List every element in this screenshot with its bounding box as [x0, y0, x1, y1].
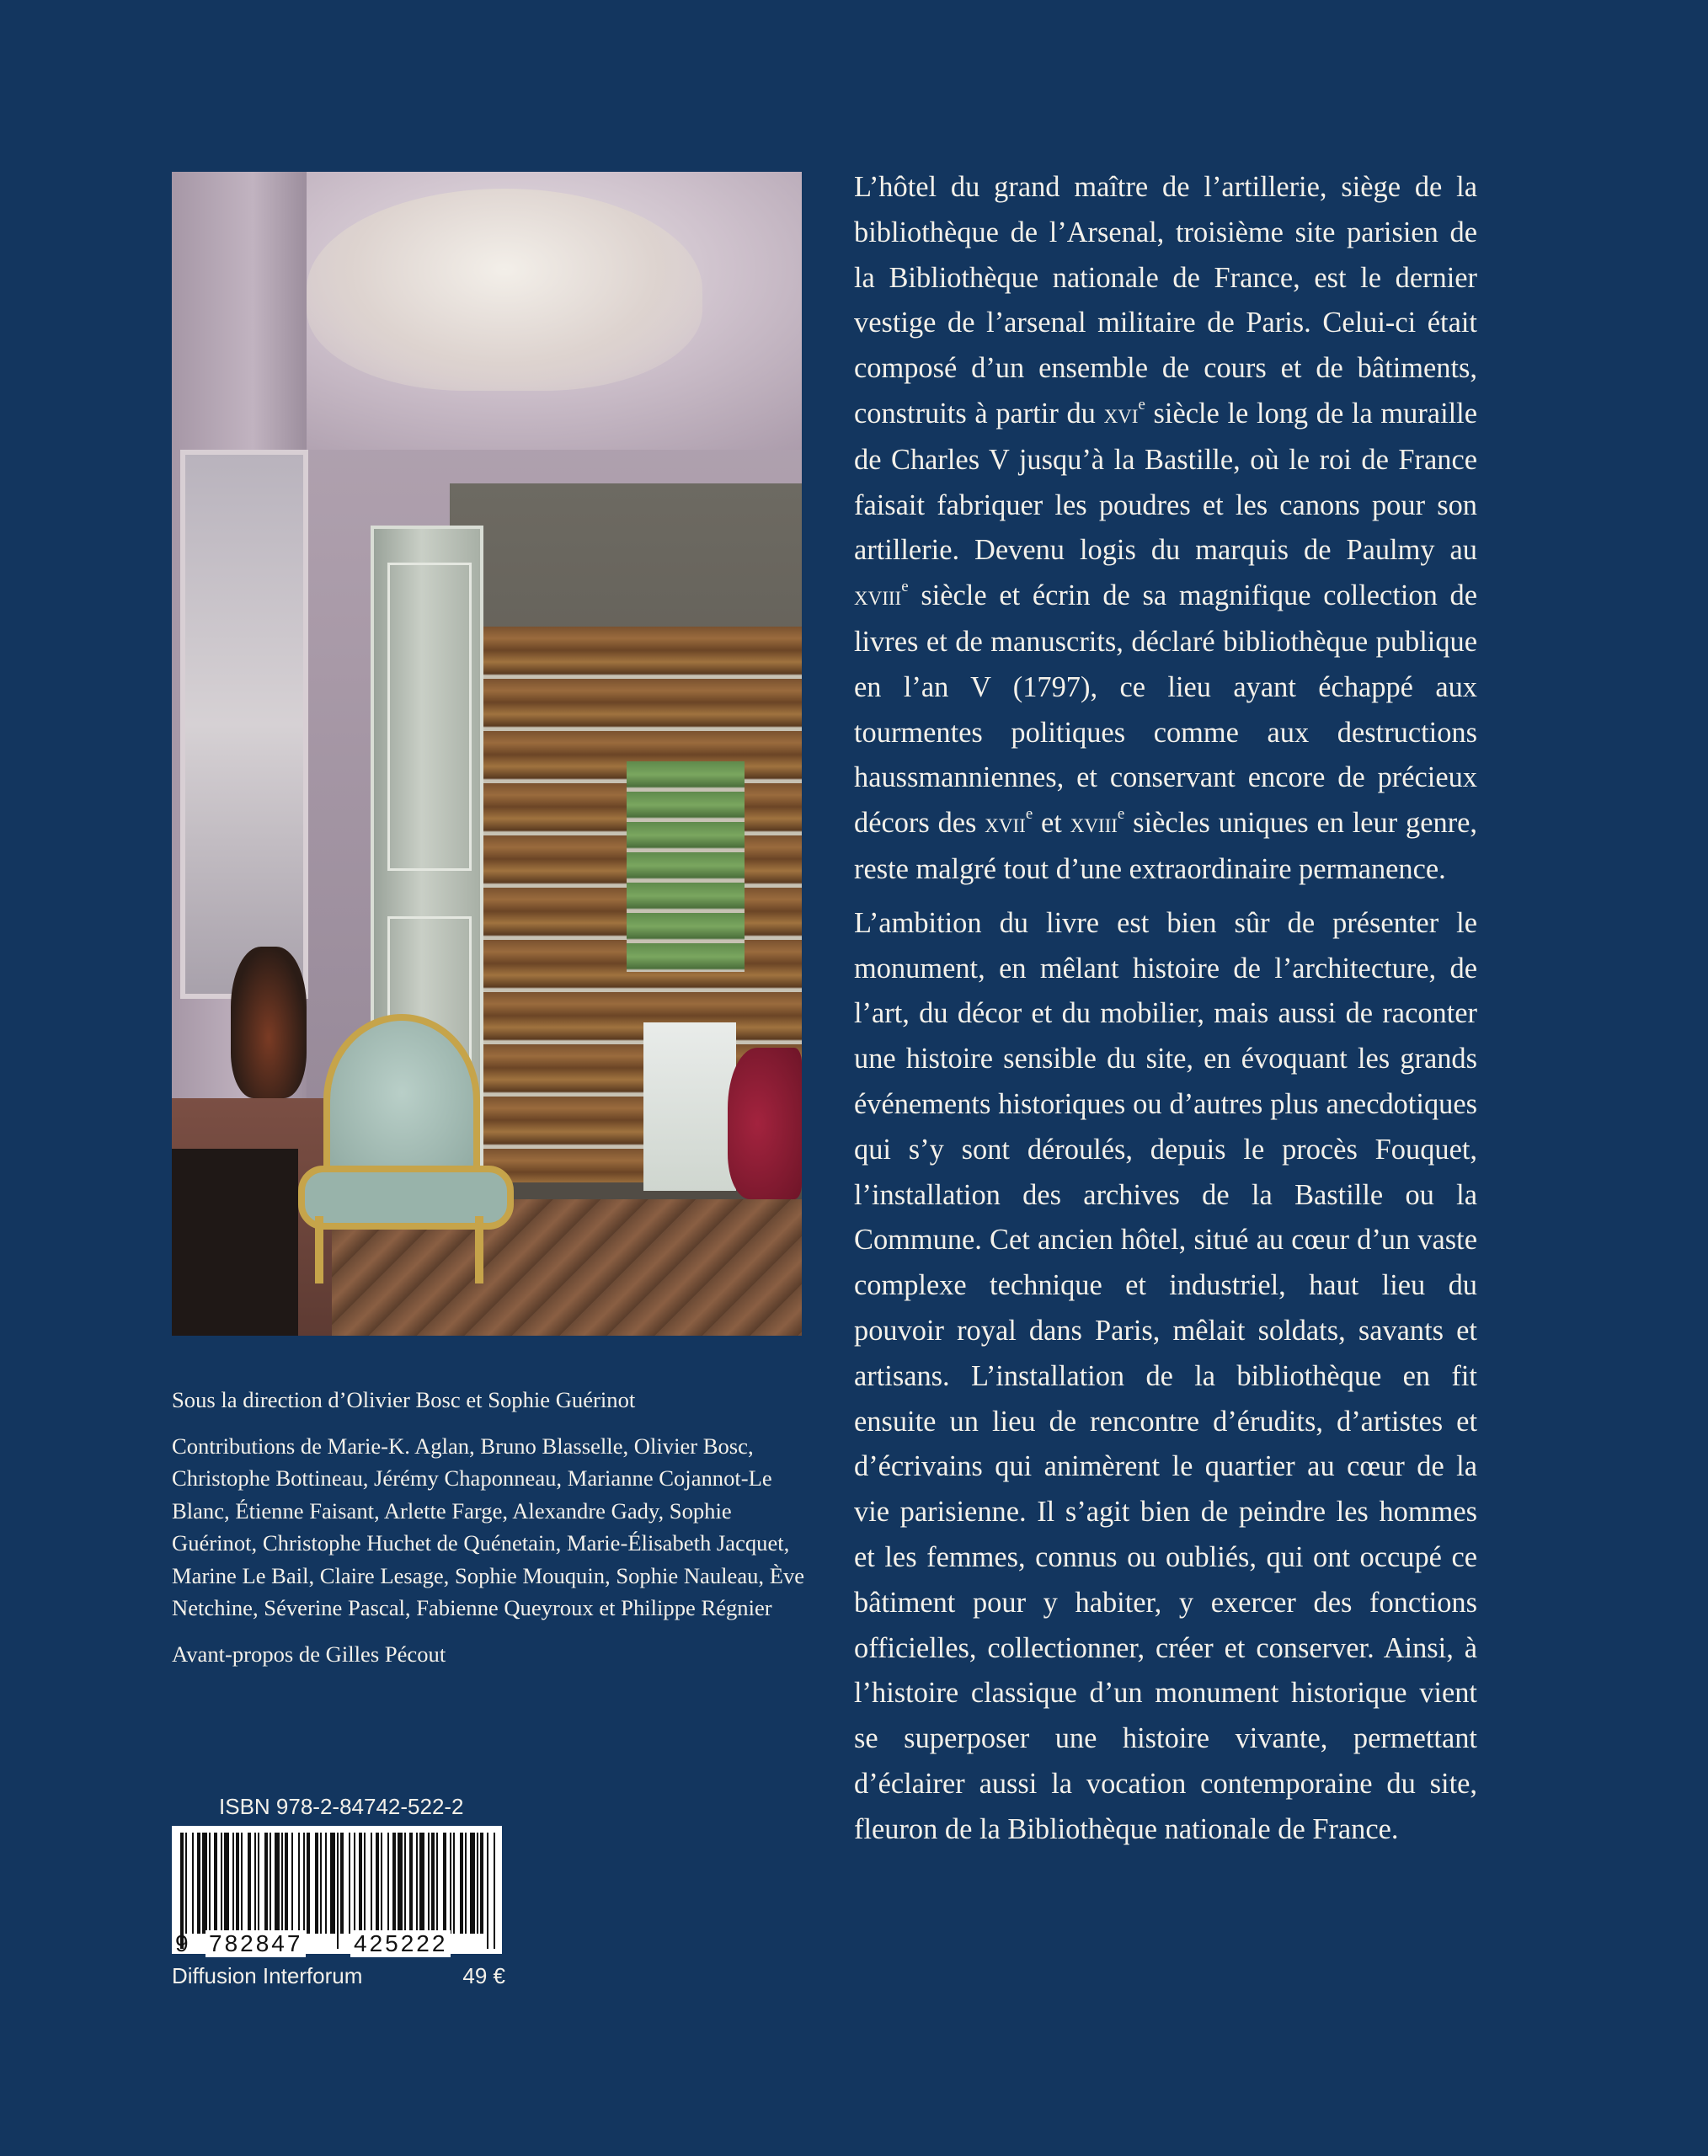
barcode-bar: [354, 1833, 355, 1934]
contributors-credit: Contributions de Marie-K. Aglan, Bruno Blasselle, Olivier Bosc, Christophe Bottineau, Jérémy Chaponneau, Marianne Cojannot-Le Blanc, Étienne Faisant, Arlette Farge, Alexandre Gady, Sophie Guérinot, Christophe Huchet de Quénetain, Marie-Élisabeth Jacquet, Marine Le Bail, Claire Lesage, Sophie Mouquin, Sophie Nauleau, Ève Netchine, Séverine Pascal, Fabienne Queyroux et Philippe Régnier: [172, 1433, 805, 1620]
far-window: [643, 1022, 736, 1191]
barcode-bar: [291, 1833, 293, 1934]
text-run: L’hôtel du grand maître de l’artillerie, siège de la bibliothèque de l’Arsenal, troisième site parisien de la Bibliothèque nationale de France, est le dernier vestige de l’arsenal militaire de Paris. Celui-ci était composé d’un ensemble de cours et de bâtiments, construits à partir du: [854, 171, 1477, 430]
stucco-relief: [307, 189, 702, 391]
isbn-label: ISBN 978-2-84742-522-2: [219, 1794, 464, 1819]
barcode-bar: [340, 1833, 344, 1934]
barcode-bar: [477, 1833, 478, 1934]
red-armchair: [728, 1048, 802, 1199]
armchair-leg: [475, 1216, 483, 1283]
barcode-bar: [185, 1833, 187, 1934]
barcode-bar: [275, 1833, 280, 1934]
barcode-bar: [398, 1833, 403, 1934]
barcode-bar: [387, 1833, 389, 1934]
text-run: siècle et écrin de sa magnifique collection de livres et de manuscrits, déclaré bibliothèque publique en l’an V (1797), ce lieu ayant échappé aux tourmentes politiques comme aux destructions haussmanniennes, et conservant encore de précieux décors des: [854, 579, 1477, 840]
century-numeral: xviii: [1070, 808, 1118, 840]
barcode-bar: [248, 1833, 251, 1934]
barcode-digits: [172, 1929, 502, 1961]
barcode-bar: [221, 1833, 222, 1934]
century-numeral: xvi: [1103, 398, 1139, 430]
barcode-bar: [307, 1833, 310, 1934]
barcode-bar: [349, 1833, 350, 1934]
barcode-bar: [359, 1833, 362, 1934]
barcode-bar: [470, 1833, 475, 1934]
barcode-bar: [443, 1833, 446, 1934]
barcode-bar: [298, 1833, 300, 1934]
barcode-bar: [303, 1833, 305, 1934]
barcode-bar: [281, 1833, 283, 1934]
armchair-leg: [315, 1216, 323, 1283]
century-numeral: xviii: [854, 581, 902, 612]
green-bookshelves: [627, 761, 745, 972]
wall-mirror: [180, 450, 308, 999]
barcode-bar: [197, 1833, 200, 1934]
distributor-name: Diffusion Interforum: [172, 1963, 363, 1988]
barcode-bar: [315, 1833, 318, 1934]
barcode-digits-group2: 425222: [350, 1930, 451, 1957]
ordinal-superscript: e: [1025, 805, 1033, 824]
barcode-bar: [480, 1833, 483, 1934]
barcode-bar: [419, 1833, 424, 1934]
armchair: [298, 1014, 509, 1283]
barcode-bar: [404, 1833, 406, 1934]
barcode-bar: [371, 1833, 372, 1934]
barcode-bar: [416, 1833, 418, 1934]
barcode-bar: [409, 1833, 413, 1934]
barcode-bar: [209, 1833, 211, 1934]
barcode-bar: [436, 1833, 438, 1934]
barcode-bar: [264, 1833, 268, 1934]
barcode-bar: [450, 1833, 451, 1934]
barcode-bar: [254, 1833, 256, 1934]
barcode-bar: [381, 1833, 382, 1934]
paragraph-2: L’ambition du livre est bien sûr de présenter le monument, en mêlant histoire de l’architecture, de l’art, du décor et du mobilier, mais aussi de raconter une histoire sensible du site, en évoquant les grands événements historiques ou d’autres plus anecdotiques qui s’y sont déroulés, depuis le procès Fouquet, l’installation des archives de la Bastille ou la Commune. Cet ancien hôtel, situé au cœur d’un vaste complexe technique et industriel, haut lieu du pouvoir royal dans Paris, mêlait soldats, savants et artisans. L’installation de la bibliothèque en fit ensuite un lieu de rencontre d’érudits, d’artistes et d’écrivains qui animèrent le quartier au cœur de la vie parisienne. Il s’agit bien de peindre les hommes et les femmes, connus ou oubliés, qui ont occupé ce bâtiment pour y habiter, y exercer des fonctions officielles, collectionner, créer et conserver. Ainsi, à l’histoire classique d’un monument historique vient se superposer une histoire vivante, permettant d’éclairer aussi la vocation contemporaine du site, fleuron de la Bibliothèque nationale de France.: [854, 906, 1477, 1845]
barcode-bar: [320, 1833, 322, 1934]
foreword-credit: Avant-propos de Gilles Pécout: [172, 1641, 446, 1667]
direction-credit: Sous la direction d’Olivier Bosc et Sophie Guérinot: [172, 1387, 636, 1412]
ordinal-superscript: e: [901, 578, 909, 596]
barcode-bar: [364, 1833, 366, 1934]
barcode-bar: [202, 1833, 207, 1934]
barcode-bar: [285, 1833, 288, 1934]
barcode-digits-group1: 782847: [205, 1930, 306, 1957]
cover-photo: [172, 172, 802, 1336]
distribution-line: [172, 1961, 505, 1990]
barcode-bar: [236, 1833, 239, 1934]
barcode-bar: [465, 1833, 467, 1934]
barcode-bar: [192, 1833, 194, 1934]
barcode-bar: [431, 1833, 435, 1934]
ordinal-superscript: e: [1138, 395, 1145, 414]
barcode-bar: [453, 1833, 455, 1934]
barcode-bar: [232, 1833, 234, 1934]
back-cover-text: [854, 165, 1477, 1860]
ornamental-vase: [231, 947, 307, 1098]
barcode-bar: [428, 1833, 430, 1934]
barcode-bar: [325, 1833, 327, 1934]
barcode-bar: [214, 1833, 217, 1934]
barcode-bar: [460, 1833, 463, 1934]
text-run: et: [1033, 807, 1070, 840]
barcode-bar: [241, 1833, 243, 1934]
century-numeral: xvii: [985, 808, 1026, 840]
barcode-bar: [392, 1833, 396, 1934]
barcode-bar: [258, 1833, 259, 1934]
barcode-bar: [330, 1833, 335, 1934]
barcode-digit-lead: 9: [175, 1930, 191, 1956]
paragraph-1: [854, 165, 1477, 893]
ordinal-superscript: e: [1117, 805, 1125, 824]
price-label: 49 €: [462, 1963, 505, 1988]
barcode-bar: [376, 1833, 379, 1934]
barcode-bar: [224, 1833, 229, 1934]
text-run: siècles uniques en leur genre, reste malgré tout d’une extraordinaire permanence.: [854, 807, 1478, 885]
barcode-bar: [270, 1833, 271, 1934]
credits: [172, 1384, 812, 1684]
armchair-back: [323, 1014, 480, 1187]
fireplace-hearth: [172, 1149, 298, 1336]
text-run: siècle le long de la muraille de Charles V jusqu’à la Bastille, où le roi de France faisait fabriquer les poudres et les canons pour son artillerie. Devenu logis du marquis de Paulmy au: [854, 397, 1478, 567]
